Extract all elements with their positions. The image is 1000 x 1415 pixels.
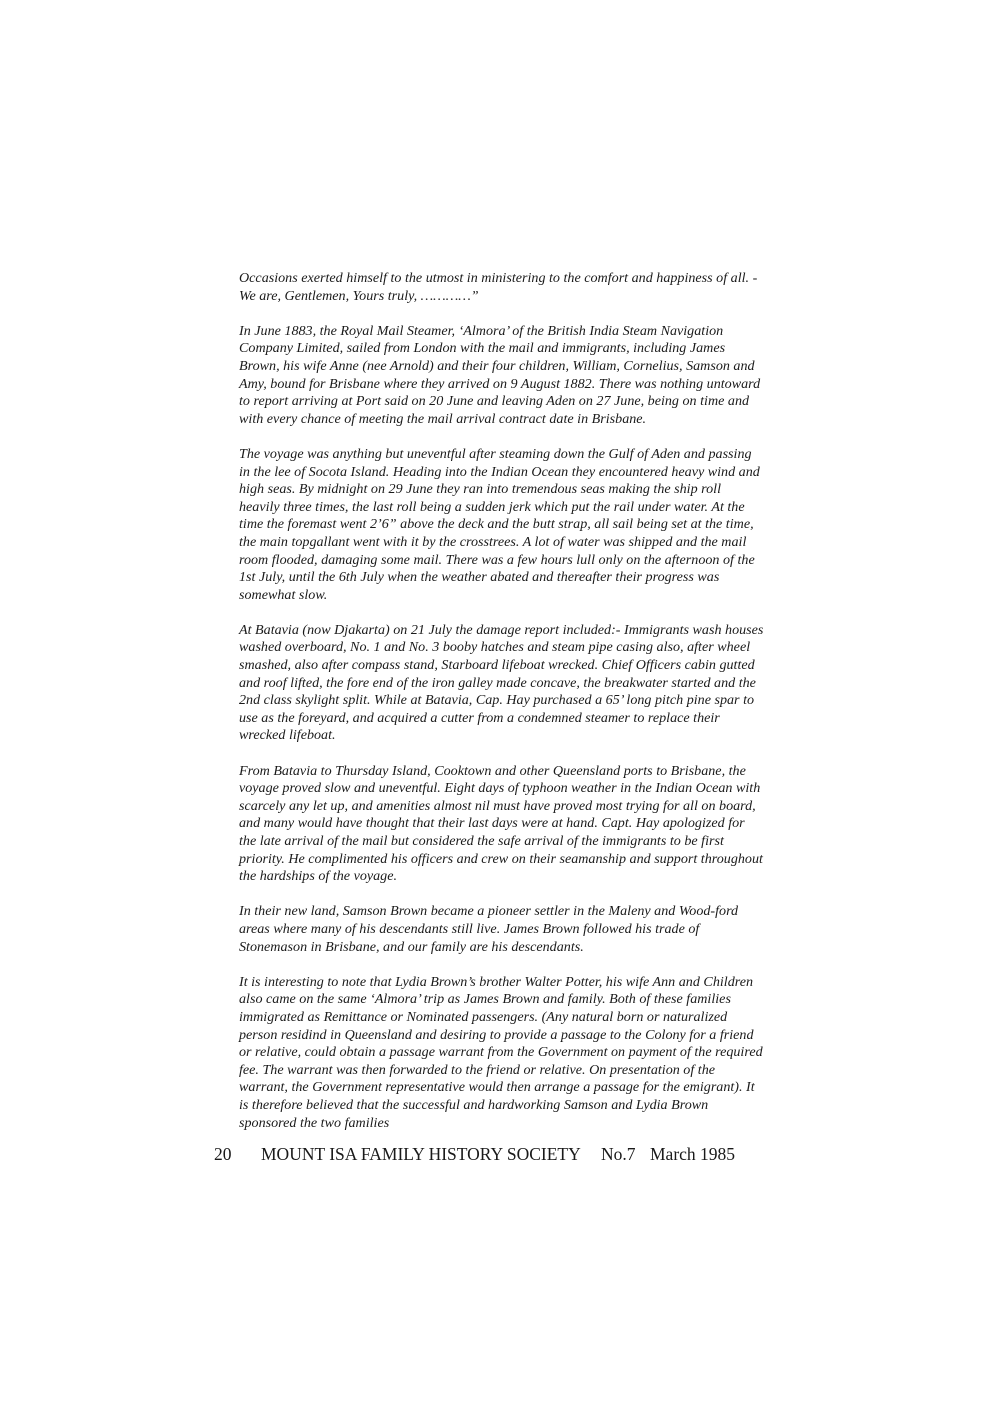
page-number: 20 (214, 1144, 232, 1164)
article-body (239, 270, 764, 1132)
paragraph-potter-family: It is interesting to note that Lydia Brown’s brother Walter Potter, his wife Ann and Children also came on the same ‘Almora’ trip as James Brown and family. Both of these families immigrated as Remittance or Nominated passengers. (Any natural born or naturalized person residind in Queensland and desiring to provide a passage to the Colony for a friend or relative, could obtain a passage warrant from the Government on payment of the required fee. The warrant was then forwarded to the friend or relative. On presentation of the warrant, the Government representative would then arrange a passage for the emigrant). It is therefore believed that the successful and hardworking Samson and Lydia Brown sponsored the two families (239, 973, 763, 1131)
issue-number: No.7 (601, 1144, 636, 1164)
paragraph-batavia-damage: At Batavia (now Djakarta) on 21 July the damage report included:- Immigrants wash houses washed overboard, No. 1 and No. 3 booby hatches and steam pipe casing also, after wheel smashed, also after compass stand, Starboard lifeboat wrecked. Chief Officers cabin gutted and roof lifted, the fore end of the iron galley made concave, the breakwater started and the 2nd class skylight split. While at Batavia, Cap. Hay purchased a 65’ long pitch pine spar to use as the foreyard, and acquired a cutter from a condemned steamer to replace their wrecked lifeboat. (239, 621, 764, 744)
paragraph-batavia-to-brisbane: From Batavia to Thursday Island, Cooktown and other Queensland ports to Brisbane, the voyage proved slow and uneventful. Eight days of typhoon weather in the Indian Ocean with scarcely any let up, and amenities almost nil must have proved most trying for all on board, and many would have thought that their last days were at hand. Capt. Hay apologized for the late arrival of the mail but considered the safe arrival of the immigrants to be first priority. He complimented his officers and crew on their seamanship and support throughout the hardships of the voyage. (239, 762, 763, 885)
paragraph-almora-departure: In June 1883, the Royal Mail Steamer, ‘Almora’ of the British India Steam Navigation Company Limited, sailed from London with the mail and immigrants, including James Brown, his wife Anne (nee Arnold) and their four children, William, Cornelius, Samson and Amy, bound for Brisbane where they arrived on 9 August 1882. There was nothing untoward to report arriving at Port said on 20 June and leaving Aden on 27 June, being on time and with every chance of meeting the mail arrival contract date in Brisbane. (239, 322, 761, 427)
paragraph-new-land: In their new land, Samson Brown became a pioneer settler in the Maleny and Wood-ford areas where many of his descendants still live. James Brown followed his trade of Stonemason in Brisbane, and our family are his descendants. (239, 903, 739, 955)
society-name: MOUNT ISA FAMILY HISTORY SOCIETY (261, 1144, 581, 1164)
paragraph-closing-letter: Occasions exerted himself to the utmost in ministering to the comfort and happiness of all. - We are, Gentlemen, Yours truly, …………” (239, 270, 758, 304)
paragraph-voyage-storm: The voyage was anything but uneventful after steaming down the Gulf of Aden and passing in the lee of Socota Island. Heading into the Indian Ocean they encountered heavy wind and high seas. By midnight on 29 June they ran into tremendous seas making the ship roll heavily three times, the last roll being a sudden jerk which put the rail under water. At the time the foremast went 2’6” above the deck and the butt strap, all sail being set at the time, the main topgallant went with it by the crosstrees. A lot of water was shipped and the mail room flooded, damaging some mail. There was a few hours lull only on the afternoon of the 1st July, until the 6th July when the weather abated and thereafter their progress was somewhat slow. (239, 445, 760, 603)
issue-date: March 1985 (650, 1144, 736, 1164)
